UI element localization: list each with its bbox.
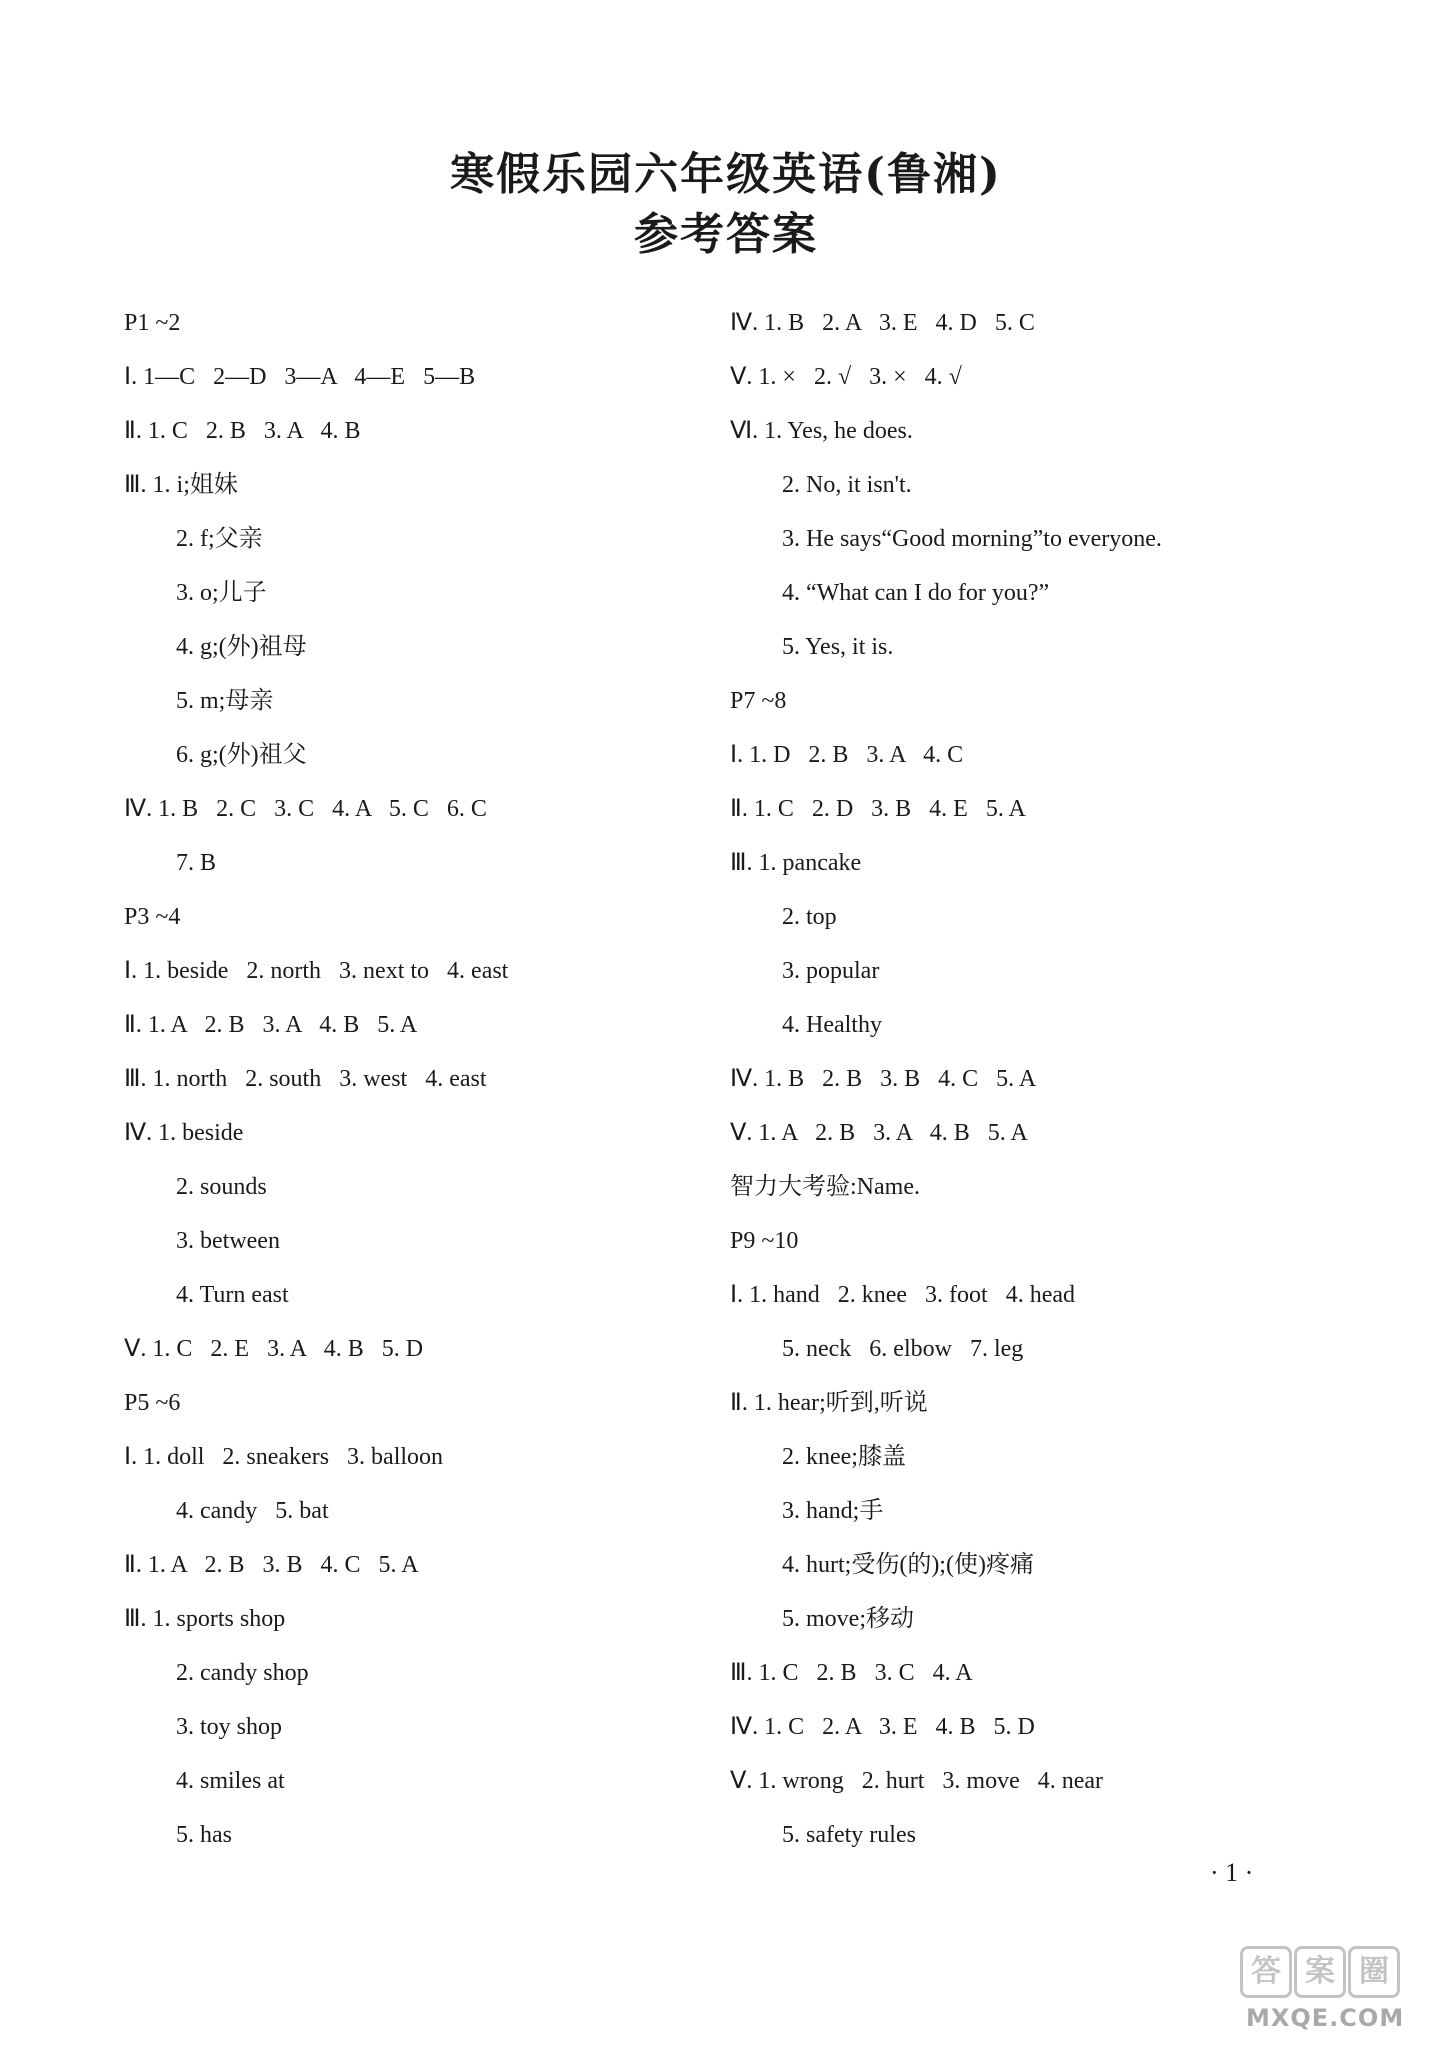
- page-number: · 1 ·: [1210, 1858, 1254, 1887]
- answer-line: 4. candy 5. bat: [176, 1498, 329, 1524]
- answer-line: 5. safety rules: [782, 1822, 916, 1848]
- answer-line: Ⅰ. 1. D 2. B 3. A 4. C: [730, 742, 964, 768]
- answer-line: P3 ~4: [124, 904, 181, 930]
- answer-line: 3. popular: [782, 958, 880, 984]
- answer-line: Ⅲ. 1. north 2. south 3. west 4. east: [124, 1066, 487, 1092]
- answer-line: 4. hurt;受伤(的);(使)疼痛: [782, 1552, 1034, 1578]
- answer-line: 7. B: [176, 850, 217, 876]
- answer-line: Ⅲ. 1. C 2. B 3. C 4. A: [730, 1660, 973, 1686]
- watermark: [1240, 1946, 1440, 2036]
- answer-line: 2. top: [782, 904, 837, 930]
- watermark-logo: [1240, 1946, 1440, 2002]
- answer-line: 2. candy shop: [176, 1660, 309, 1686]
- answer-line: Ⅴ. 1. wrong 2. hurt 3. move 4. near: [730, 1768, 1104, 1794]
- answer-line: Ⅴ. 1. × 2. √ 3. × 4. √: [730, 364, 962, 390]
- answer-line: 2. knee;膝盖: [782, 1444, 906, 1470]
- watermark-text: MXQE.COM: [1246, 2004, 1405, 2032]
- answer-line: Ⅳ. 1. B 2. A 3. E 4. D 5. C: [730, 310, 1035, 336]
- answer-line: Ⅲ. 1. pancake: [730, 850, 862, 876]
- answer-line: P1 ~2: [124, 310, 181, 336]
- answer-line: Ⅱ. 1. C 2. B 3. A 4. B: [124, 418, 361, 444]
- right-answer-column: [730, 296, 1330, 1862]
- answer-line: Ⅰ. 1. hand 2. knee 3. foot 4. head: [730, 1282, 1075, 1308]
- answer-line: 5. has: [176, 1822, 232, 1848]
- answer-line: Ⅱ. 1. C 2. D 3. B 4. E 5. A: [730, 796, 1026, 822]
- answer-line: 5. neck 6. elbow 7. leg: [782, 1336, 1024, 1362]
- answer-line: 3. hand;手: [782, 1498, 884, 1524]
- answer-line: 智力大考验:Name.: [730, 1174, 920, 1200]
- document-title: 寒假乐园六年级英语(鲁湘): [450, 149, 1002, 200]
- answer-line: P5 ~6: [124, 1390, 181, 1416]
- answer-line: Ⅱ. 1. A 2. B 3. B 4. C 5. A: [124, 1552, 419, 1578]
- answer-line: Ⅴ. 1. C 2. E 3. A 4. B 5. D: [124, 1336, 424, 1362]
- answer-line: Ⅳ. 1. B 2. C 3. C 4. A 5. C 6. C: [124, 796, 487, 822]
- answer-line: 3. He says“Good morning”to everyone.: [782, 526, 1162, 552]
- answer-line: Ⅰ. 1. doll 2. sneakers 3. balloon: [124, 1444, 444, 1470]
- answer-line: Ⅵ. 1. Yes, he does.: [730, 418, 913, 444]
- watermark-logo-char: 圈: [1348, 1946, 1400, 1998]
- answer-line: Ⅱ. 1. hear;听到,听说: [730, 1390, 928, 1416]
- answer-line: 4. g;(外)祖母: [176, 634, 307, 660]
- watermark-logo-char: 案: [1294, 1946, 1346, 1998]
- answer-line: 5. Yes, it is.: [782, 634, 894, 660]
- answer-line: 2. sounds: [176, 1174, 267, 1200]
- answer-line: 3. between: [176, 1228, 280, 1254]
- answer-line: 3. toy shop: [176, 1714, 283, 1740]
- answer-line: 4. smiles at: [176, 1768, 285, 1794]
- answer-line: 2. f;父亲: [176, 526, 263, 552]
- answer-line: 3. o;儿子: [176, 580, 267, 606]
- answer-line: Ⅰ. 1. beside 2. north 3. next to 4. east: [124, 958, 509, 984]
- answer-line: 4. “What can I do for you?”: [782, 580, 1050, 606]
- answer-line: 2. No, it isn't.: [782, 472, 912, 498]
- answer-line: Ⅲ. 1. i;姐妹: [124, 472, 238, 498]
- watermark-logo-char: 答: [1240, 1946, 1292, 1998]
- answer-line: 5. m;母亲: [176, 688, 274, 714]
- answer-line: Ⅳ. 1. beside: [124, 1120, 244, 1146]
- answer-line: P9 ~10: [730, 1228, 799, 1254]
- answer-line: Ⅱ. 1. A 2. B 3. A 4. B 5. A: [124, 1012, 418, 1038]
- answer-line: 4. Healthy: [782, 1012, 882, 1038]
- answer-line: Ⅳ. 1. B 2. B 3. B 4. C 5. A: [730, 1066, 1037, 1092]
- answer-line: Ⅰ. 1—C 2—D 3—A 4—E 5—B: [124, 364, 476, 390]
- answer-line: 6. g;(外)祖父: [176, 742, 307, 768]
- left-answer-column: [124, 296, 724, 1862]
- answer-line: 5. move;移动: [782, 1606, 914, 1632]
- answer-line: Ⅴ. 1. A 2. B 3. A 4. B 5. A: [730, 1120, 1028, 1146]
- answer-line: 4. Turn east: [176, 1282, 289, 1308]
- answer-line: Ⅳ. 1. C 2. A 3. E 4. B 5. D: [730, 1714, 1035, 1740]
- answer-line: P7 ~8: [730, 688, 787, 714]
- answer-line: Ⅲ. 1. sports shop: [124, 1606, 286, 1632]
- document-subtitle: 参考答案: [634, 209, 818, 260]
